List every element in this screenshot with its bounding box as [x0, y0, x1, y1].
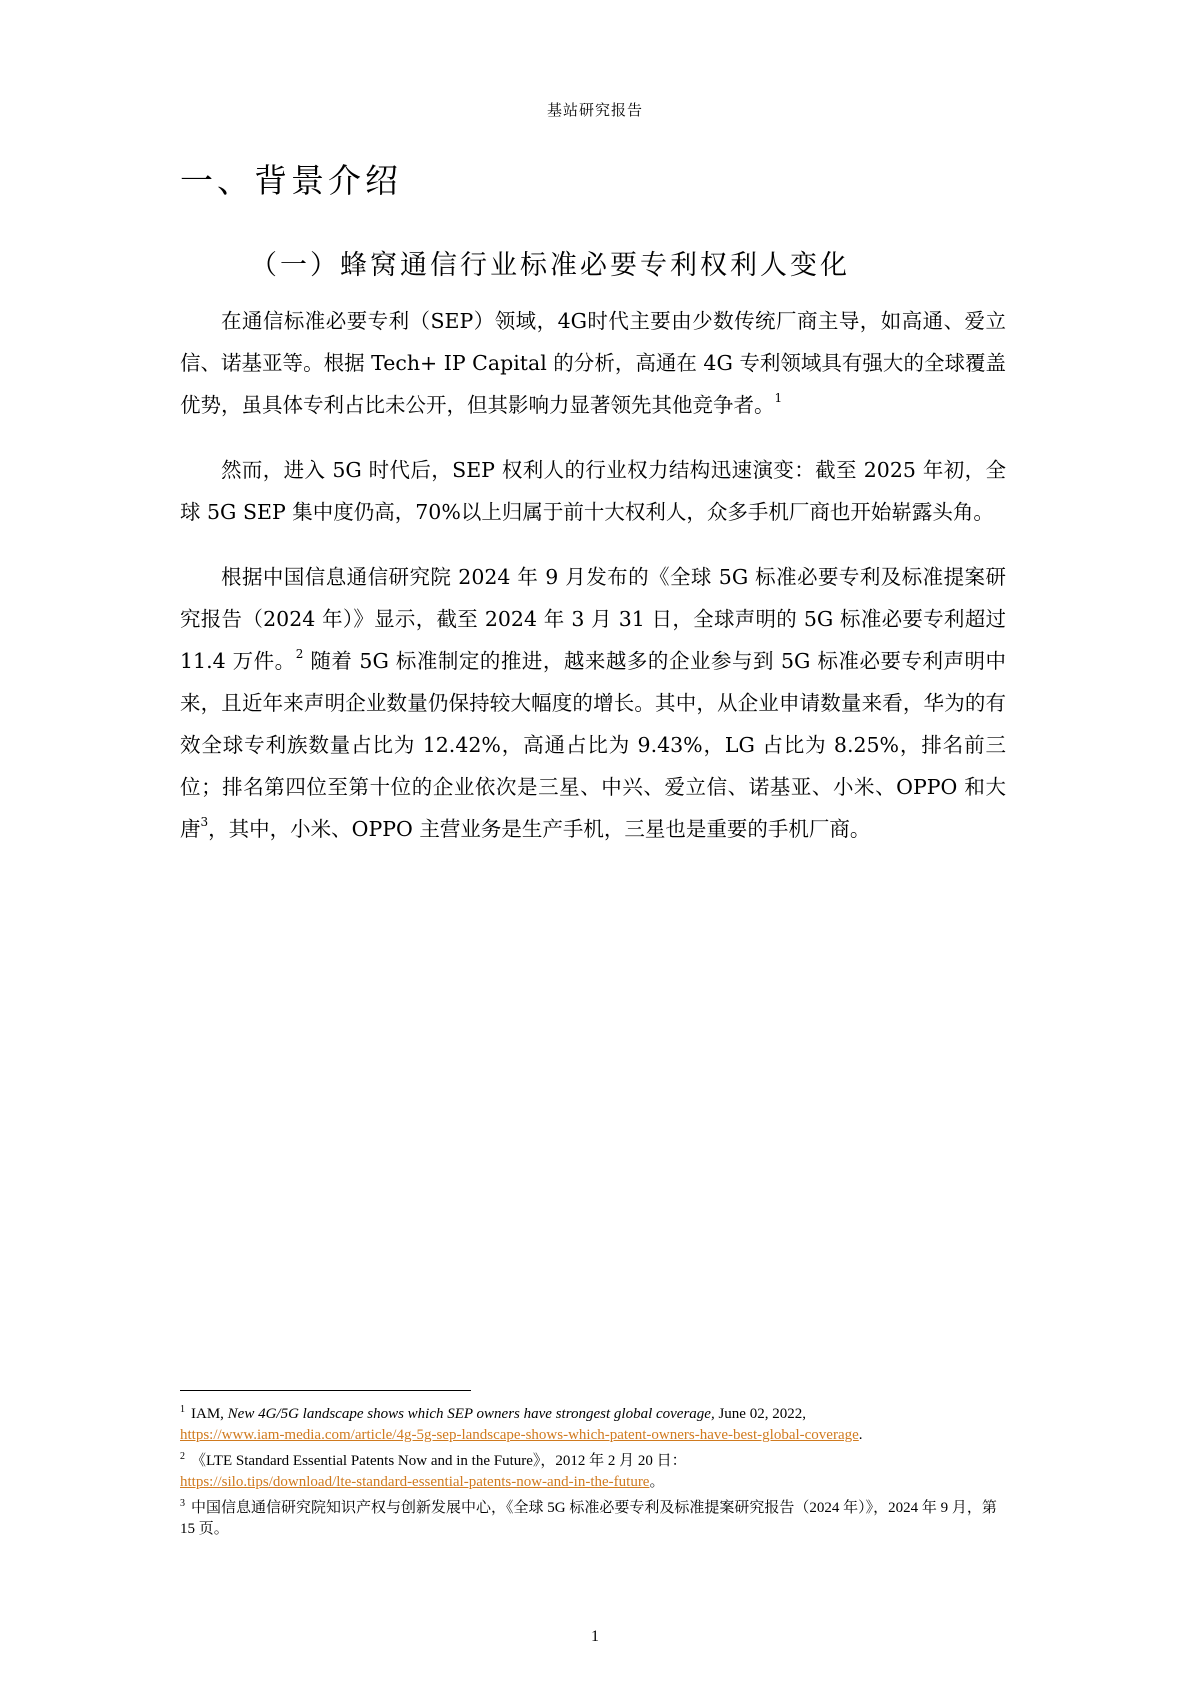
- footnote-2-end: 。: [649, 1474, 665, 1490]
- paragraph-3-text-part3: ，其中，小米、OPPO 主营业务是生产手机，三星也是重要的手机厂商。: [208, 817, 871, 841]
- body-text: [180, 300, 1006, 873]
- footnote-1-prefix: IAM,: [191, 1406, 228, 1422]
- footnote-1: [180, 1399, 1010, 1446]
- footnote-2-text: 《LTE Standard Essential Patents Now and in the Future》，2012 年 2 月 20 日：: [191, 1453, 687, 1469]
- paragraph-3-text-part2: 随着 5G 标准制定的推进，越来越多的企业参与到 5G 标准必要专利声明中来，且近年来声明企业数量仍保持较大幅度的增长。其中，从企业申请数量来看，华为的有效全球专利族数量占比为 12.42%，高通占比为 9.43%，LG 占比为 8.25%，排名前三位；排名第四位至第十位的企业依次是三星、中兴、爱立信、诺基亚、小米、OPPO 和大唐: [180, 649, 1006, 841]
- footnote-1-suffix: June 02, 2022,: [714, 1406, 806, 1422]
- page-number: 1: [591, 1628, 599, 1645]
- footnote-1-title: New 4G/5G landscape shows which SEP owners have strongest global coverage,: [227, 1406, 715, 1422]
- footnote-2-mark: 2: [180, 1451, 185, 1462]
- footnote-1-mark: 1: [180, 1404, 185, 1415]
- footnote-3: [180, 1493, 1010, 1540]
- running-header: 基站研究报告: [546, 101, 643, 119]
- section-subtitle: （一）蜂窝通信行业标准必要专利权利人变化: [250, 250, 850, 281]
- footnote-3-mark: 3: [180, 1498, 185, 1509]
- footnote-1-end: .: [858, 1427, 863, 1443]
- footnote-1-link[interactable]: https://www.iam-media.com/article/4g-5g-sep-landscape-shows-which-patent-owners-have-best-global-coverage: [180, 1427, 859, 1443]
- paragraph-3-text-part1: 根据中国信息通信研究院 2024 年 9 月发布的《全球 5G 标准必要专利及标准提案研究报告（2024 年）》显示，截至 2024 年 3 月 31 日，全球声明的 5G 标准必要专利超过 11.4 万件。: [180, 565, 1006, 673]
- footnote-2-link[interactable]: https://silo.tips/download/lte-standard-essential-patents-now-and-in-the-future: [180, 1474, 650, 1490]
- paragraph-1-text: 在通信标准必要专利（SEP）领域，4G时代主要由少数传统厂商主导，如高通、爱立信、诺基亚等。根据 Tech+ IP Capital 的分析，高通在 4G 专利领域具有强大的全球覆盖优势，虽具体专利占比未公开，但其影响力显著领先其他竞争者。: [180, 309, 1006, 417]
- footnote-separator: [180, 1390, 471, 1391]
- footnotes: [180, 1399, 1010, 1540]
- paragraph-3: [180, 556, 1006, 850]
- footnote-2: [180, 1446, 1010, 1493]
- paragraph-2: [180, 449, 1006, 533]
- footnote-ref-1[interactable]: 1: [774, 391, 783, 406]
- section-title: 一、背景介绍: [180, 161, 402, 200]
- footnote-ref-2[interactable]: 2: [295, 647, 304, 662]
- paragraph-2-text: 然而，进入 5G 时代后，SEP 权利人的行业权力结构迅速演变：截至 2025 年初，全球 5G SEP 集中度仍高，70%以上归属于前十大权利人，众多手机厂商也开始崭露头角。: [180, 458, 1006, 524]
- paragraph-1: [180, 300, 1006, 426]
- footnote-ref-3[interactable]: 3: [200, 815, 209, 830]
- footnote-3-text: 中国信息通信研究院知识产权与创新发展中心，《全球 5G 标准必要专利及标准提案研究报告（2024 年）》，2024 年 9 月，第 15 页。: [180, 1500, 997, 1537]
